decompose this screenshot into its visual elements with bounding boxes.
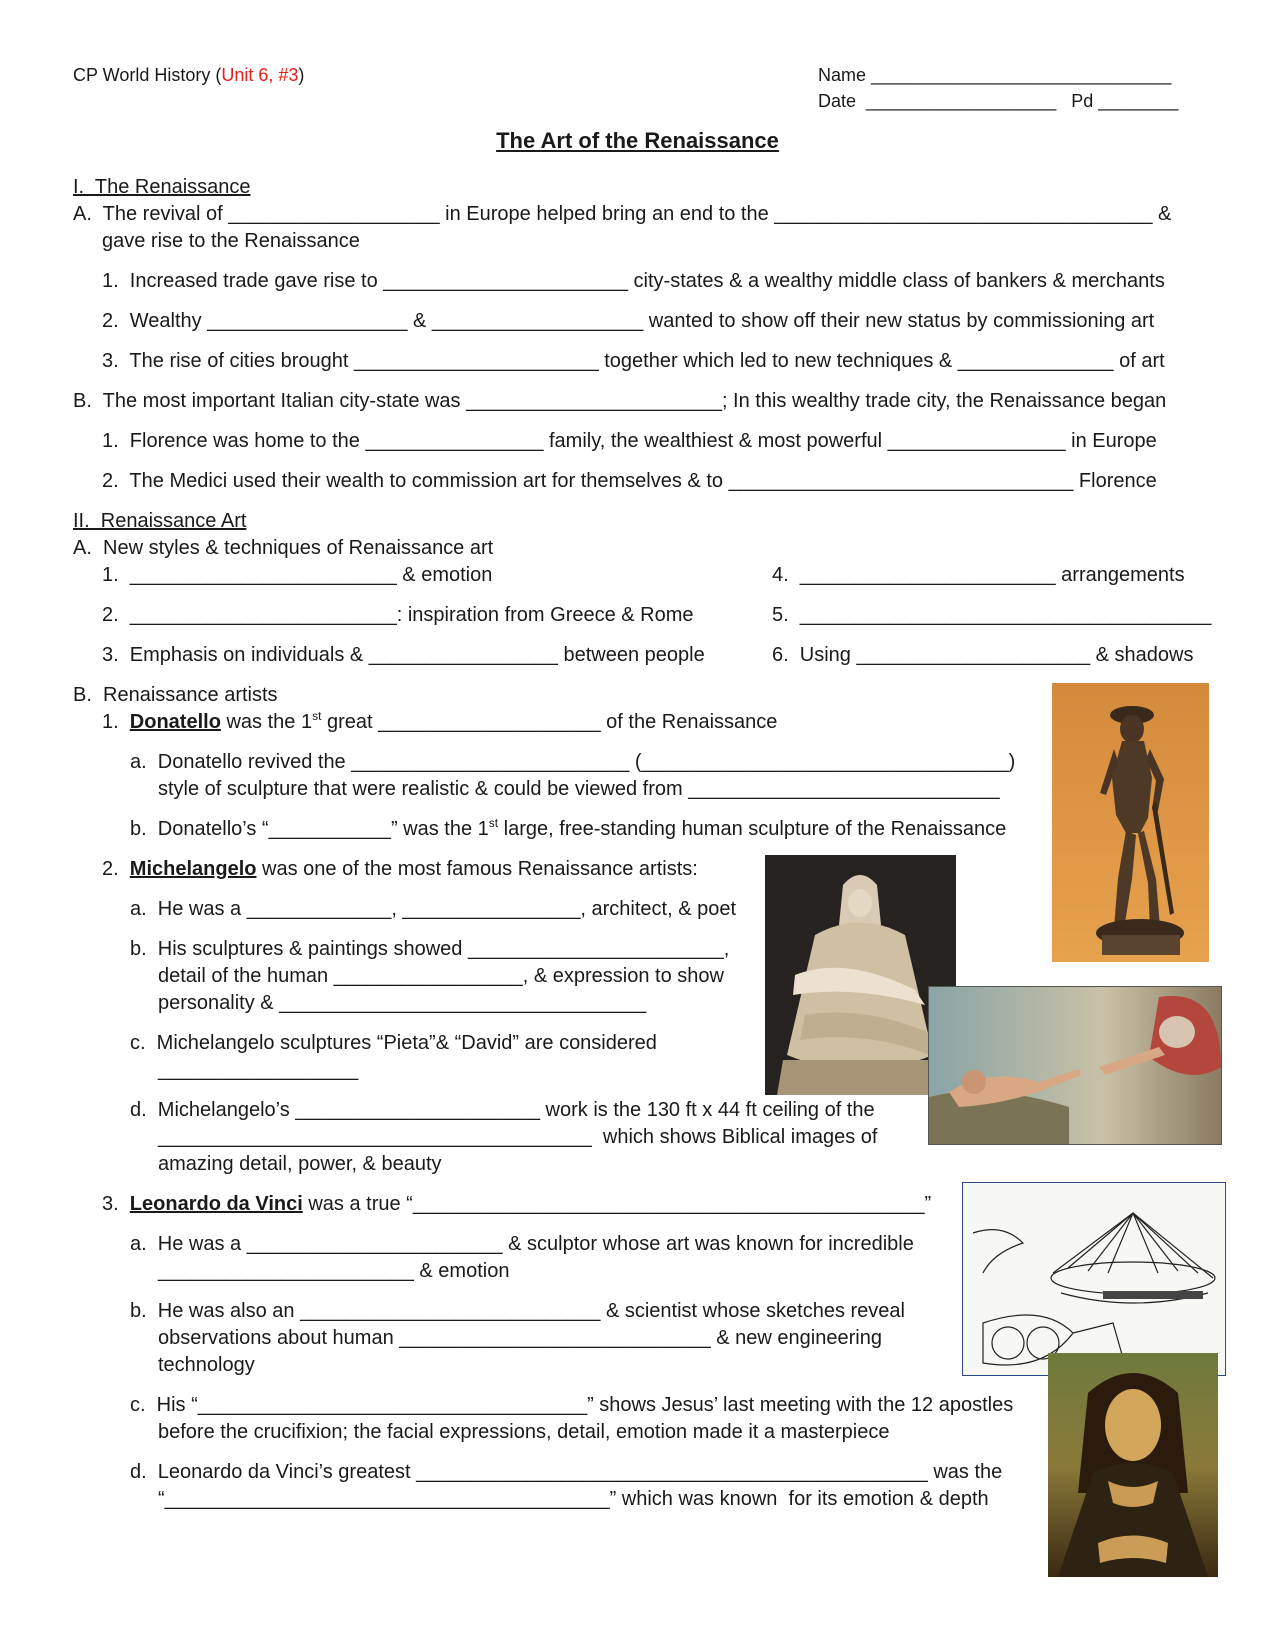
technique-6: 6. Using _____________________ & shadows <box>772 644 1194 666</box>
creation-of-adam-image <box>928 986 1222 1145</box>
mona-lisa-image <box>1048 1353 1218 1577</box>
technique-4: 4. _______________________ arrangements <box>772 564 1185 586</box>
michelangelo-name: Michelangelo <box>129 858 257 880</box>
leonardo-b-line1: b. He was also an ___________________________ & scientist whose sketches reveal <box>130 1300 905 1322</box>
donatello-b: b. Donatello’s “___________” was the 1st large, free-standing human sculpture of the Renaissance <box>130 816 1007 840</box>
section-1-b-item2: 2. The Medici used their wealth to commission art for themselves & to _______________________________ Florence <box>102 470 1157 492</box>
section-1-heading: I. The Renaissance <box>73 176 251 198</box>
section-2-a: A. New styles & techniques of Renaissance art <box>73 537 494 559</box>
technique-5: 5. _____________________________________ <box>772 604 1212 626</box>
technique-1: 1. ________________________ & emotion <box>102 564 493 586</box>
section-1-a-item2: 2. Wealthy __________________ & ___________________ wanted to show off their new status by commissioning art <box>102 310 1155 332</box>
michelangelo-d-line1: d. Michelangelo’s ______________________ work is the 130 ft x 44 ft ceiling of the <box>130 1099 875 1121</box>
michelangelo-d-line2: _______________________________________ which shows Biblical images of <box>158 1126 878 1148</box>
section-2-heading: II. Renaissance Art <box>73 510 247 532</box>
section-1-a-item1: 1. Increased trade gave rise to ______________________ city-states & a wealthy middle class of bankers & merchants <box>102 270 1165 292</box>
michelangelo-c-line1: c. Michelangelo sculptures “Pieta”& “David” are considered <box>130 1032 657 1054</box>
leonardo-a-line1: a. He was a _______________________ & sculptor whose art was known for incredible <box>130 1233 914 1255</box>
michelangelo-b-line3: personality & _________________________________ <box>158 992 647 1014</box>
technique-3: 3. Emphasis on individuals & _________________ between people <box>102 644 705 666</box>
leonardo-d-line1: d. Leonardo da Vinci’s greatest ______________________________________________ was the <box>130 1461 1003 1483</box>
leonardo-c-line1: c. His “___________________________________” shows Jesus’ last meeting with the 12 apostles <box>130 1394 1014 1416</box>
section-1-b: B. The most important Italian city-state was _______________________; In this wealthy trade city, the Renaissance began <box>73 390 1167 412</box>
technique-2: 2. ________________________: inspiration from Greece & Rome <box>102 604 694 626</box>
donatello-a-line1: a. Donatello revived the _________________________ (_________________________________) <box>130 751 1016 773</box>
michelangelo-b-line1: b. His sculptures & paintings showed _______________________, <box>130 938 730 960</box>
name-field: Name ______________________________ <box>818 65 1172 85</box>
section-1-a-item3: 3. The rise of cities brought ______________________ together which led to new techniques & ______________ of art <box>102 350 1165 372</box>
michelangelo-d-line3: amazing detail, power, & beauty <box>158 1153 442 1175</box>
leonardo-b-line3: technology <box>158 1354 255 1376</box>
date-period-field: Date ___________________ Pd ________ <box>818 91 1179 111</box>
michelangelo-line: 2. Michelangelo was one of the most famous Renaissance artists: <box>102 858 698 880</box>
leonardo-c-line2: before the crucifixion; the facial expressions, detail, emotion made it a masterpiece <box>158 1421 890 1443</box>
section-1-b-item1: 1. Florence was home to the ________________ family, the wealthiest & most powerful ________________ in Europe <box>102 430 1157 452</box>
section-1-a-line1: A. The revival of ___________________ in Europe helped bring an end to the __________________________________ & <box>73 203 1172 225</box>
davinci-sketch-image <box>962 1182 1226 1376</box>
donatello-a-line2: style of sculpture that were realistic & could be viewed from ____________________________ <box>158 778 1000 800</box>
course-label: CP World History (Unit 6, #3) <box>73 65 305 85</box>
michelangelo-a: a. He was a _____________, ________________, architect, & poet <box>130 898 737 920</box>
leonardo-name: Leonardo da Vinci <box>129 1193 303 1215</box>
donatello-david-image <box>1052 683 1209 962</box>
section-2-b: B. Renaissance artists <box>73 684 278 706</box>
michelangelo-b-line2: detail of the human _________________, & expression to show <box>158 965 724 987</box>
leonardo-a-line2: _______________________ & emotion <box>158 1260 510 1282</box>
donatello-line: 1. Donatello was the 1st great ____________________ of the Renaissance <box>102 709 778 733</box>
leonardo-d-line2: “________________________________________” which was known for its emotion & depth <box>158 1488 989 1510</box>
leonardo-b-line2: observations about human ____________________________ & new engineering <box>158 1327 882 1349</box>
unit-label: Unit 6, #3 <box>221 65 299 85</box>
leonardo-line: 3. Leonardo da Vinci was a true “______________________________________________” <box>102 1193 932 1215</box>
section-1-a-line2: gave rise to the Renaissance <box>102 230 360 252</box>
donatello-name: Donatello <box>129 711 221 733</box>
page-title: The Art of the Renaissance <box>496 128 779 153</box>
michelangelo-c-line2: __________________ <box>158 1059 359 1081</box>
